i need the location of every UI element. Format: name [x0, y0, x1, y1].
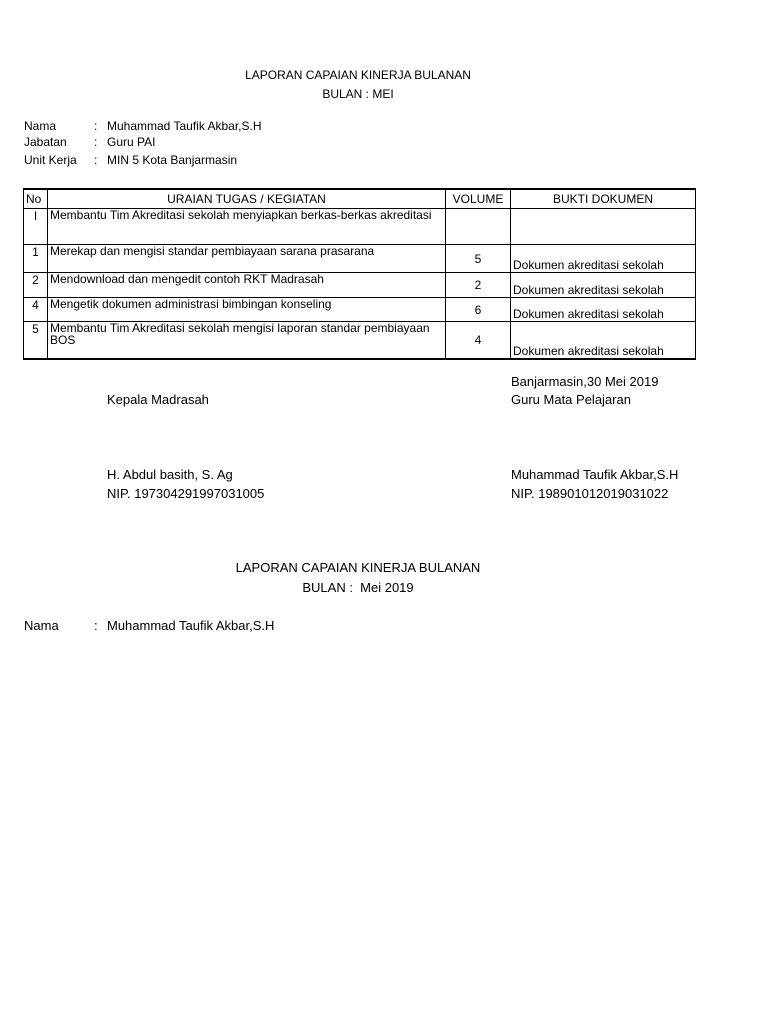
table-row	[24, 322, 696, 359]
field-sep-nama: :	[94, 119, 98, 133]
field-value-nama-2: Muhammad Taufik Akbar,S.H	[107, 618, 275, 633]
field-label-nama: Nama	[24, 119, 57, 133]
cell-task: Membantu Tim Akreditasi sekolah mengisi laporan standar pembiayaan BOS	[48, 322, 446, 359]
cell-document: Dokumen akreditasi sekolah	[511, 298, 696, 322]
table-header-row	[24, 189, 696, 209]
field-value-nama: Muhammad Taufik Akbar,S.H	[107, 119, 262, 133]
cell-volume: 5	[446, 245, 511, 273]
report-title-2: LAPORAN CAPAIAN KINERJA BULANAN	[235, 560, 481, 575]
header-no: No	[24, 189, 48, 209]
cell-document: Dokumen akreditasi sekolah	[511, 322, 696, 359]
cell-volume: 6	[446, 298, 511, 322]
left-signer-role: Kepala Madrasah	[107, 392, 209, 407]
right-signer-role: Guru Mata Pelajaran	[511, 392, 631, 407]
header-document: BUKTI DOKUMEN	[511, 189, 696, 209]
cell-no: 4	[24, 298, 48, 322]
cell-volume: 2	[446, 273, 511, 298]
cell-document	[511, 209, 696, 245]
left-signer-nip: NIP. 197304291997031005	[107, 486, 265, 501]
cell-document: Dokumen akreditasi sekolah	[511, 273, 696, 298]
cell-no: I	[24, 209, 48, 245]
cell-no: 5	[24, 322, 48, 359]
field-sep-unit-kerja: :	[94, 153, 98, 167]
field-sep-nama-2: :	[94, 618, 98, 633]
table-row	[24, 273, 696, 298]
left-signer-name: H. Abdul basith, S. Ag	[107, 467, 233, 482]
activity-table	[23, 188, 696, 360]
field-label-unit-kerja: Unit Kerja	[24, 153, 77, 167]
field-value-unit-kerja: MIN 5 Kota Banjarmasin	[107, 153, 238, 167]
field-value-jabatan: Guru PAI	[107, 135, 156, 149]
field-label-jabatan: Jabatan	[24, 135, 67, 149]
cell-no: 2	[24, 273, 48, 298]
header-volume: VOLUME	[446, 189, 511, 209]
table-row	[24, 298, 696, 322]
right-signer-name: Muhammad Taufik Akbar,S.H	[511, 467, 679, 482]
cell-task: Membantu Tim Akreditasi sekolah menyiapkan berkas-berkas akreditasi	[48, 209, 446, 245]
field-sep-jabatan: :	[94, 135, 98, 149]
report-month-2: BULAN : Mei 2019	[302, 580, 414, 595]
table-row	[24, 209, 696, 245]
cell-volume: 4	[446, 322, 511, 359]
report-title: LAPORAN CAPAIAN KINERJA BULANAN	[245, 68, 471, 82]
cell-task: Merekap dan mengisi standar pembiayaan sarana prasarana	[48, 245, 446, 273]
cell-task: Mengetik dokumen administrasi bimbingan konseling	[48, 298, 446, 322]
place-date: Banjarmasin,30 Mei 2019	[511, 374, 659, 389]
report-month: BULAN : MEI	[322, 87, 394, 101]
field-label-nama-2: Nama	[24, 618, 59, 633]
cell-document: Dokumen akreditasi sekolah	[511, 245, 696, 273]
cell-no: 1	[24, 245, 48, 273]
right-signer-nip: NIP. 198901012019031022	[511, 486, 669, 501]
header-task: URAIAN TUGAS / KEGIATAN	[48, 189, 446, 209]
cell-task: Mendownload dan mengedit contoh RKT Madrasah	[48, 273, 446, 298]
table-row	[24, 245, 696, 273]
cell-volume	[446, 209, 511, 245]
